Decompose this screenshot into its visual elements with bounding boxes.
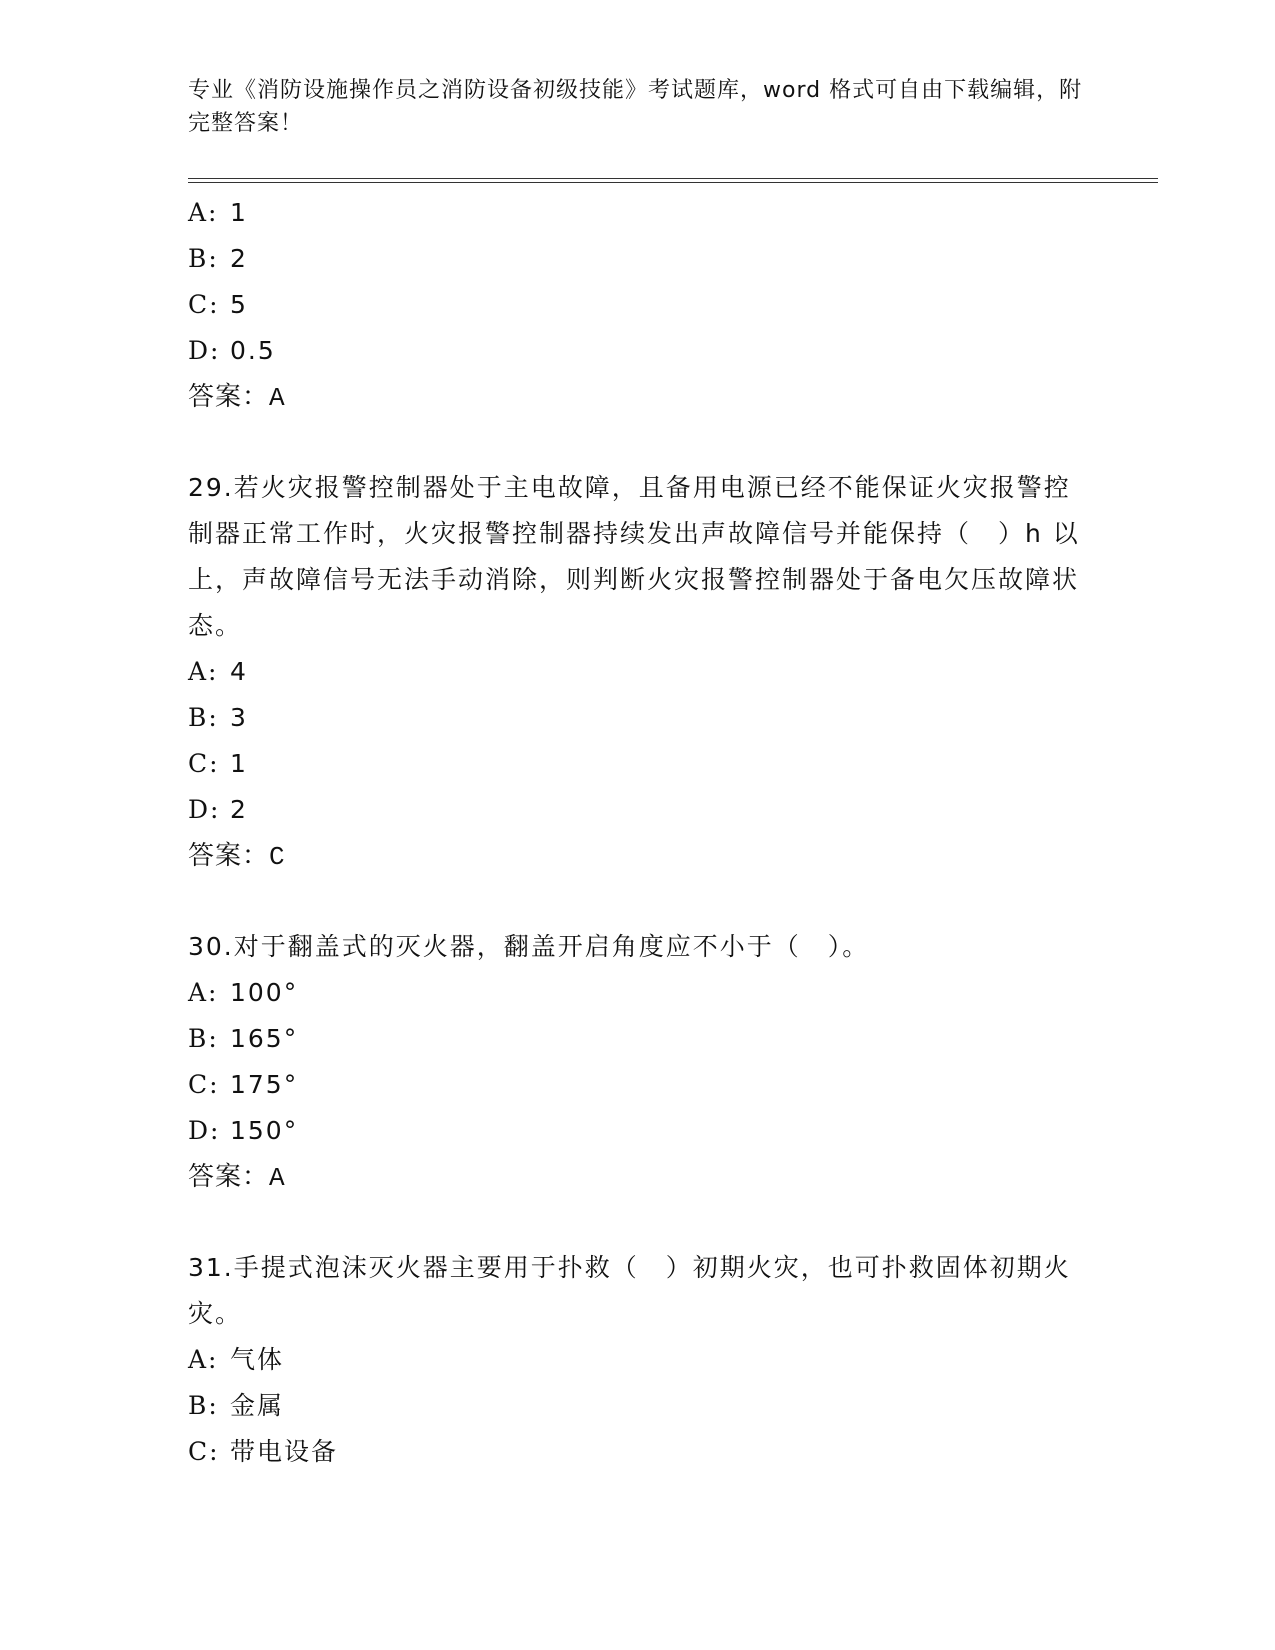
header-divider-bottom — [188, 182, 1158, 183]
option-a: A: 4 — [188, 657, 248, 686]
option-d: D: 2 — [188, 795, 248, 824]
option-a: A: 气体 — [188, 1345, 285, 1374]
header-divider-top — [188, 178, 1158, 179]
question-list — [188, 190, 1088, 1475]
option-b: B: 2 — [188, 244, 248, 273]
question-text: 29.若火灾报警控制器处于主电故障，且备用电源已经不能保证火灾报警控制器正常工作时，火灾报警控制器持续发出声故障信号并能保持（ ）h 以上，声故障信号无法手动消除，则判断火灾报警控制器处于备电欠压故障状态。 — [188, 473, 1080, 640]
option-b: B: 3 — [188, 703, 248, 732]
option-d: D: 150° — [188, 1116, 299, 1145]
option-c: C: 5 — [188, 290, 248, 319]
question-text: 31.手提式泡沫灭火器主要用于扑救（ ）初期火灾，也可扑救固体初期火灾。 — [188, 1253, 1071, 1328]
option-c: C: 175° — [188, 1070, 299, 1099]
question-block — [188, 1245, 1088, 1475]
document-header: 专业《消防设施操作员之消防设备初级技能》考试题库，word 格式可自由下载编辑，附完整答案！ — [188, 78, 1083, 136]
question-block — [188, 924, 1088, 1200]
option-c: C: 带电设备 — [188, 1437, 339, 1466]
option-b: B: 金属 — [188, 1391, 285, 1420]
answer-line: 答案：A — [188, 382, 286, 413]
question-text: 30.对于翻盖式的灭火器，翻盖开启角度应不小于（ ）。 — [188, 932, 870, 961]
question-block — [188, 190, 1088, 420]
option-b: B: 165° — [188, 1024, 299, 1053]
option-c: C: 1 — [188, 749, 248, 778]
option-a: A: 100° — [188, 978, 299, 1007]
answer-line: 答案：C — [188, 841, 286, 872]
option-d: D: 0.5 — [188, 336, 276, 365]
question-block — [188, 465, 1088, 879]
answer-line: 答案：A — [188, 1162, 286, 1193]
option-a: A: 1 — [188, 198, 248, 227]
